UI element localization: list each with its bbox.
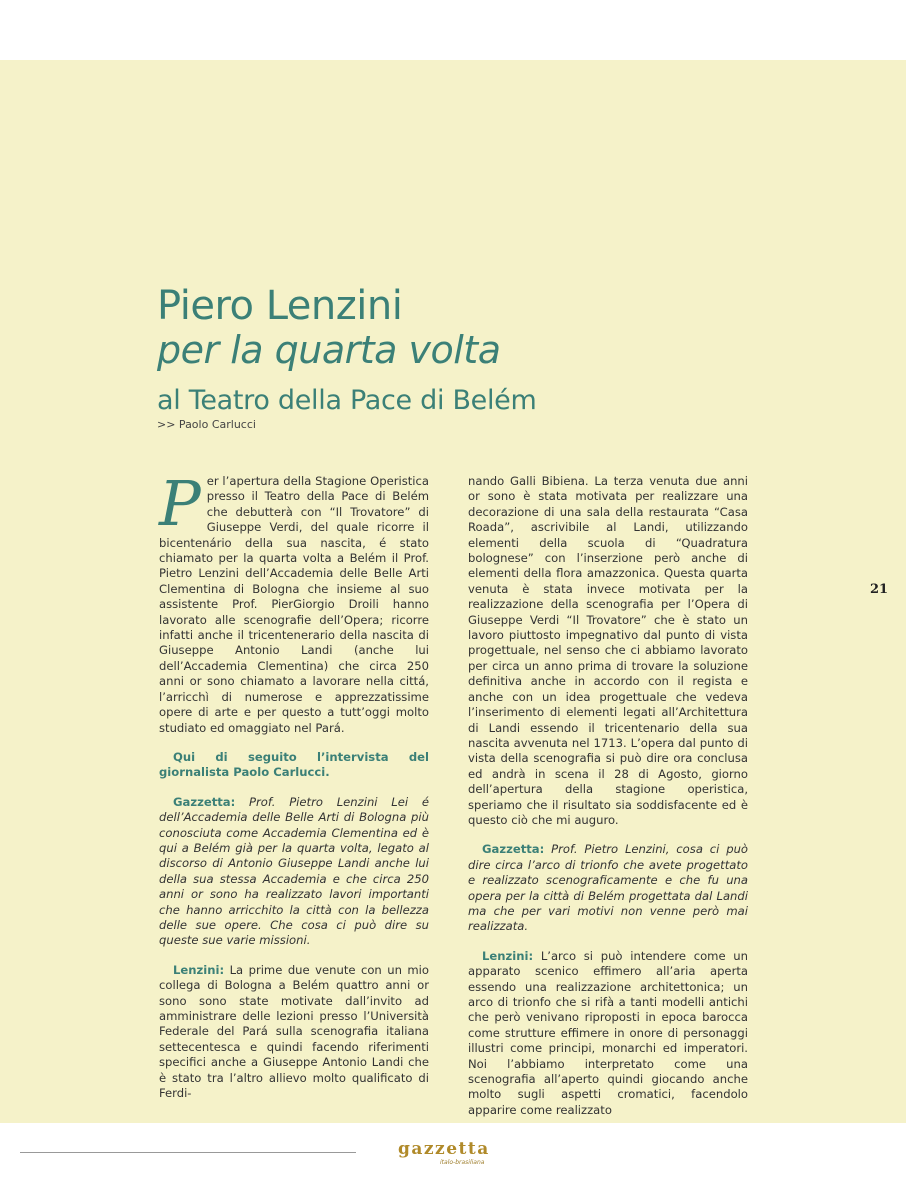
drop-cap: P xyxy=(159,467,201,540)
article-header xyxy=(157,282,777,432)
footer-divider xyxy=(20,1152,356,1153)
speaker-label: Lenzini: xyxy=(482,948,534,963)
logo-subtitle: italo-brasiliana xyxy=(440,1159,485,1166)
answer-1-continued: nando Galli Bibiena. La terza venuta due anni or sono è stata motivata per realizzare una decorazione di una sala della restaurata “Casa Roada”, ascrivibile al Landi, utilizzando elementi della scuola di “Quadratura bolognese” con l’inserzione però anche di elementi della flora amazzonica. Questa quarta venuta è stata invece motivata per la realizzazione della scenografia per l’Opera di Giuseppe Verdi “Il Trovatore” che è stato un lavoro piuttosto impegnativo dal punto di vista progettuale, nel senso che ci abbiamo lavorato per circa un anno prima di trovare la soluzione definitiva anche in accordo con il regista e anche con un idea progettuale che vedeva l’inserimento di elementi legati all’Architettura di Landi essendo il tricentenario della sua nascita avvenuta nel 1713. L’opera dal punto di vista della scenografia si può dire ora conclusa ed andrà in scena il 28 di Agosto, giorno dell’apertura della stagione operistica, speriamo che il risultato sia soddisfacente ed è questo ciò che mi auguro. xyxy=(468,474,748,827)
question-2 xyxy=(468,842,748,934)
gazzetta-logo: gazzetta xyxy=(398,1139,490,1159)
page-number: 21 xyxy=(870,582,889,597)
interview-lead: Qui di seguito l’intervista del giornalista Paolo Carlucci. xyxy=(159,749,429,780)
byline: >> Paolo Carlucci xyxy=(157,418,256,431)
speaker-label: Gazzetta: xyxy=(173,794,236,809)
speaker-label: Gazzetta: xyxy=(482,842,545,857)
article-column-2 xyxy=(468,474,748,1118)
question-1 xyxy=(159,795,429,949)
answer-text: La prime due venute con un mio collega di Bologna a Belém quattro anni or sono sono state motivate dall’invito ad amministrare delle lezioni presso l’Università Federale del Pará sulla scenografia italiana settecentesca e quindi facendo riferimenti specifici anche a Giuseppe Antonio Landi che è stato tra l’altro allievo molto qualificato di Ferdi- xyxy=(159,962,430,1101)
question-text: Prof. Pietro Lenzini Lei é dell’Accademia delle Belle Arti di Bologna più conosciuta come Accademia Clementina ed è qui a Belém già per la quarta volta, legato al discorso di Antonio Giuseppe Landi anche lui della sua stessa Accademia e che circa 250 anni or sono ha realizzato lavori importanti che hanno arricchito la città con la bellezza delle sue opere. Che cosa ci può dire su queste sue varie missioni. xyxy=(159,794,429,948)
article-column-1 xyxy=(159,467,430,1101)
page-background xyxy=(0,60,906,1123)
answer-text: L’arco si può intendere come un apparato scenico effimero all’aria aperta essendo una realizzazione architettonica; un arco di trionfo che si rifà a tanti modelli antichi che però venivano riproposti in epoca barocca come strutture effimere in onore di personaggi illustri come principi, monarchi ed imperatori. Noi l’abbiamo interpretato come una scenografia all’aperto quindi giocando anche molto sugli aspetti cromatici, facendolo apparire come realizzato xyxy=(468,948,748,1117)
headline-venue: al Teatro della Pace di Belém xyxy=(157,385,537,416)
answer-2 xyxy=(468,949,748,1118)
headline-name: Piero Lenzini xyxy=(157,283,403,329)
answer-1 xyxy=(159,963,429,1102)
intro-paragraph xyxy=(159,467,429,736)
question-text: Prof. Pietro Lenzini, cosa ci può dire circa l’arco di trionfo che avete progettato e realizzato scenograficamente e che fu una opera per la città di Belém progettata dal Landi ma che per vari motivi non venne però mai realizzata. xyxy=(468,842,749,934)
intro-text: er l’apertura della Stagione Operistica presso il Teatro della Pace di Belém che debutterà con “Il Trovatore” di Giuseppe Verdi, del quale ricorre il bicentenário della sua nascita, é stato chiamato per la quarta volta a Belém il Prof. Pietro Lenzini dell’Accademia delle Belle Arti Clementina di Bologna che insieme al suo assistente Prof. PierGiorgio Droili hanno lavorato alle scenografie dell’Opera; ricorre infatti anche il tricentenerario della nascita di Giuseppe Antonio Landi (anche lui dell’Accademia Clementina) che circa 250 anni or sono chiamato a lavorare nella cittá, l’arricchì di numerose e apprezzatissime opere di arte e per questo a tutt’oggi molto studiato ed omaggiato nel Pará. xyxy=(159,474,429,735)
speaker-label: Lenzini: xyxy=(173,962,225,977)
headline-subtitle: per la quarta volta xyxy=(157,328,501,372)
